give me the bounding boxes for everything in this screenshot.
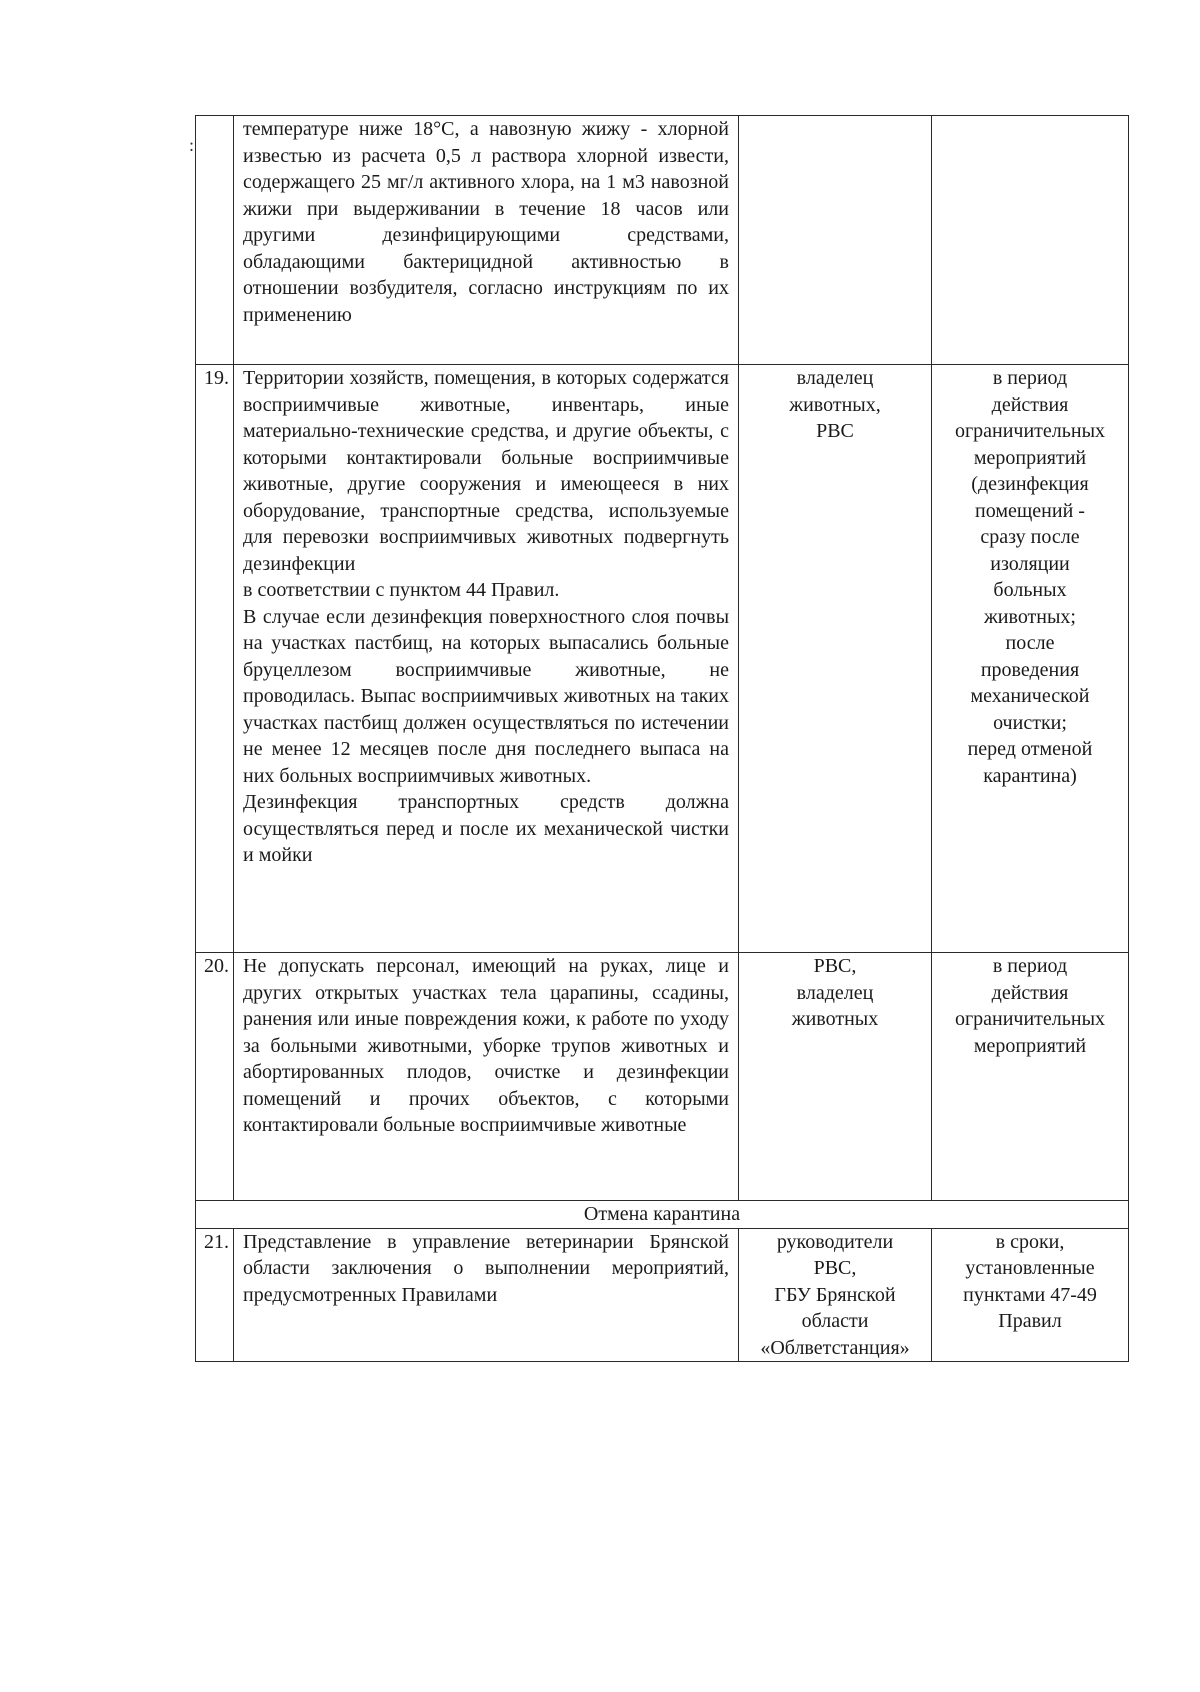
table-row [196,365,1129,953]
measure-text [234,116,739,365]
term-line: в сроки, [995,1230,1065,1253]
term-line: Правил [998,1310,1062,1332]
measures-table [195,115,1129,1362]
responsible-line: «Облветстанция» [760,1336,910,1359]
term-cell [932,116,1129,365]
term-line: действия [991,981,1069,1004]
term-line: животных; [983,605,1076,628]
responsible-line: области [801,1310,869,1332]
responsible-cell [739,365,932,953]
measure-paragraph: Не допускать персонал, имеющий на руках, лице и других открытых участках тела царапины, ссадины, ранения или иные повреждения кожи, к работе по уходу за больными животными, уборке трупов животных и абортированных плодов, очистке и дезинфекции помещений и прочих объектов, с которыми контактировали больные восприимчивые животные [243,955,729,1136]
responsible-line: РВС, [813,955,857,977]
responsible-line: ГБУ Брянской [774,1283,896,1306]
measure-paragraph: в соответствии с пунктом 44 Правил. [243,579,560,601]
responsible-line: РВС, [813,1257,857,1279]
table-row [196,1228,1129,1362]
row-number: 19. [196,365,234,953]
term-cell [932,953,1129,1201]
responsible-line: владелец [796,981,874,1004]
responsible-cell [739,116,932,365]
term-cell [932,365,1129,953]
term-line: ограничительных [954,420,1106,442]
row-number: 21. [196,1228,234,1362]
term-line: перед отменой [967,738,1093,760]
term-line: проведения [980,658,1080,681]
term-line: в период [992,367,1068,389]
measure-paragraph: Представление в управление ветеринарии Брянской области заключения о выполнении мероприятий, предусмотренных Правилами [243,1230,729,1306]
term-line: очистки; [993,711,1067,734]
term-line: мероприятий [973,1034,1087,1057]
section-row [196,1201,1129,1229]
term-line: ограничительных [954,1008,1106,1030]
term-cell [932,1228,1129,1362]
responsible-cell [739,1228,932,1362]
responsible-line: руководители [776,1230,894,1253]
row-number [196,116,234,365]
term-line: после [1005,632,1055,654]
measure-paragraph: Территории хозяйств, помещения, в которых содержатся восприимчивые животные, инвентарь, иные материально-технические средства, и другие объекты, с которыми контактировали больные восприимчивые животные, другие сооружения и имеющееся в них оборудование, транспортные средства, используемые для перевозки восприимчивых животных подвергнуть дезинфекции [243,367,729,575]
term-line: изоляции [990,552,1070,575]
responsible-line: РВС [816,420,854,442]
term-line: механической [970,685,1090,707]
measure-paragraph: В случае если дезинфекция поверхностного слоя почвы на участках пастбищ, на которых выпасались больные бруцеллезом восприимчивые животные, не проводилась. Выпас восприимчивых животных на таких участках пастбищ должен осуществляться по истечении не менее 12 месяцев после дня последнего выпаса на них больных восприимчивых животных. [243,605,729,787]
measure-paragraph: Дезинфекция транспортных средств должна осуществляться перед и после их механической чистки и мойки [243,791,729,866]
term-line: в период [992,955,1068,977]
term-line: больных [993,579,1067,601]
term-line: помещений - [975,499,1085,522]
responsible-line: животных, [789,393,881,416]
table-row [196,116,1129,365]
measure-text [234,953,739,1201]
term-line: установленные [965,1257,1095,1279]
term-line: пунктами 47-49 [963,1283,1097,1306]
measure-text [234,1228,739,1362]
measure-text [234,365,739,953]
measure-paragraph: температуре ниже 18°С, а навозную жижу - хлорной известью из расчета 0,5 л раствора хлорной извести, содержащего 25 мг/л активного хлора, на 1 м3 навозной жижи при выдерживании в течение 18 часов или другими дезинфицирующими средствами, обладающими бактерицидной активностью в отношении возбудителя, согласно инструкциям по их применению [243,118,729,326]
responsible-cell [739,953,932,1201]
term-line: мероприятий [973,446,1087,469]
responsible-line: животных [791,1008,879,1030]
term-line: сразу после [980,526,1080,548]
term-line: (дезинфекция [971,473,1089,495]
term-line: карантина) [983,764,1077,787]
row-number: 20. [196,953,234,1201]
table-row [196,953,1129,1201]
responsible-line: владелец [796,367,874,389]
term-line: действия [991,393,1069,416]
margin-mark: : [189,135,195,155]
section-title: Отмена карантина [196,1201,1129,1229]
